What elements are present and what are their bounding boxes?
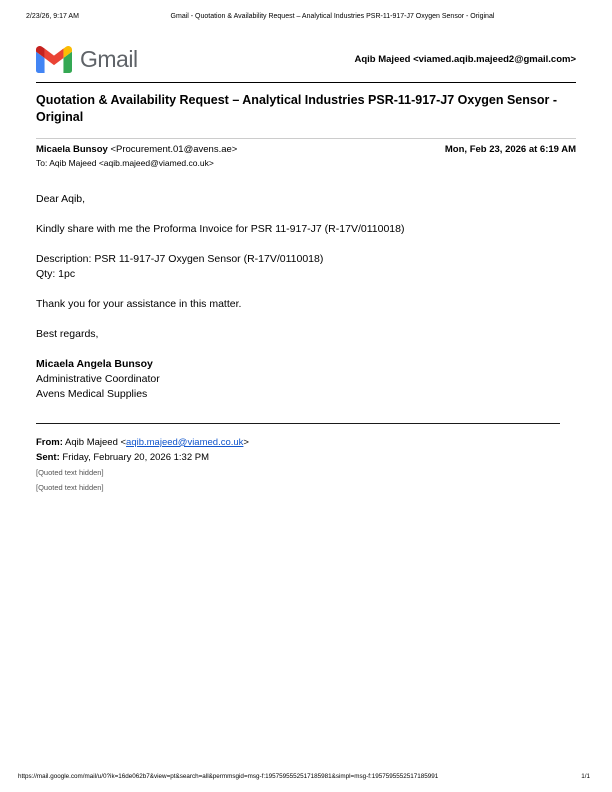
print-footer (18, 773, 590, 780)
quoted-message-header (36, 435, 576, 495)
email-body (36, 192, 576, 402)
message-date: Mon, Feb 23, 2026 at 6:19 AM (444, 143, 576, 155)
gmail-logo (36, 46, 138, 73)
gmail-m-icon (36, 46, 72, 73)
masthead-divider (36, 82, 576, 83)
account-identity: Aqib Majeed <viamed.aqib.majeed2@gmail.com> (354, 54, 576, 65)
gmail-masthead (36, 0, 576, 73)
item-qty: Qty: 1pc (36, 267, 76, 280)
sender-identity (36, 144, 237, 155)
from-email-link[interactable]: aqib.majeed@viamed.co.uk (126, 436, 244, 448)
signature-name: Micaela Angela Bunsoy (36, 357, 153, 370)
quoted-text-hidden-2: [Quoted text hidden] (36, 482, 104, 492)
print-url: https://mail.google.com/mail/u/0?ik=16de062b7&view=pt&search=all&permmsgid=msg-f:1957595552517185981&simpl=msg-f:1957595552517185991 (18, 773, 439, 780)
print-title: Gmail - Quotation & Availability Request – Analytical Industries PSR-11-917-J7 Oxygen Sensor - Original (170, 13, 495, 20)
print-page-number: 1/1 (581, 773, 590, 780)
sender-name: Micaela Bunsoy (36, 143, 108, 155)
greeting: Dear Aqib, (36, 192, 86, 205)
message-header (36, 144, 576, 155)
signature-block (36, 357, 576, 402)
message-header-divider (36, 138, 576, 139)
thanks-line: Thank you for your assistance in this matter. (36, 297, 242, 310)
quoted-message-divider (36, 423, 560, 424)
recipient-line: To: Aqib Majeed <aqib.majeed@viamed.co.uk> (36, 157, 214, 168)
print-header (26, 13, 586, 20)
from-label: From: (36, 436, 63, 448)
sent-value: Friday, February 20, 2026 1:32 PM (59, 451, 210, 463)
sent-label: Sent: (36, 451, 60, 463)
signature-title: Administrative Coordinator (36, 372, 160, 385)
from-bracket: > (243, 436, 249, 448)
print-datetime: 2/23/26, 9:17 AM (26, 13, 79, 20)
from-name: Aqib Majeed < (62, 436, 127, 448)
gmail-logo-text: Gmail (80, 46, 138, 72)
request-line: Kindly share with me the Proforma Invoice for PSR 11-917-J7 (R-17V/0110018) (36, 222, 405, 235)
quoted-sent-line (36, 450, 576, 465)
signature-company: Avens Medical Supplies (36, 387, 148, 400)
item-description: Description: PSR 11-917-J7 Oxygen Sensor (R-17V/0110018) (36, 252, 324, 265)
sender-email: <Procurement.01@avens.ae> (107, 143, 238, 155)
email-subject: Quotation & Availability Request – Analytical Industries PSR-11-917-J7 Oxygen Sensor - Original (36, 93, 557, 124)
quoted-from-line (36, 435, 576, 450)
quoted-text-hidden-1: [Quoted text hidden] (36, 467, 104, 477)
item-details (36, 252, 576, 282)
regards-line: Best regards, (36, 327, 99, 340)
